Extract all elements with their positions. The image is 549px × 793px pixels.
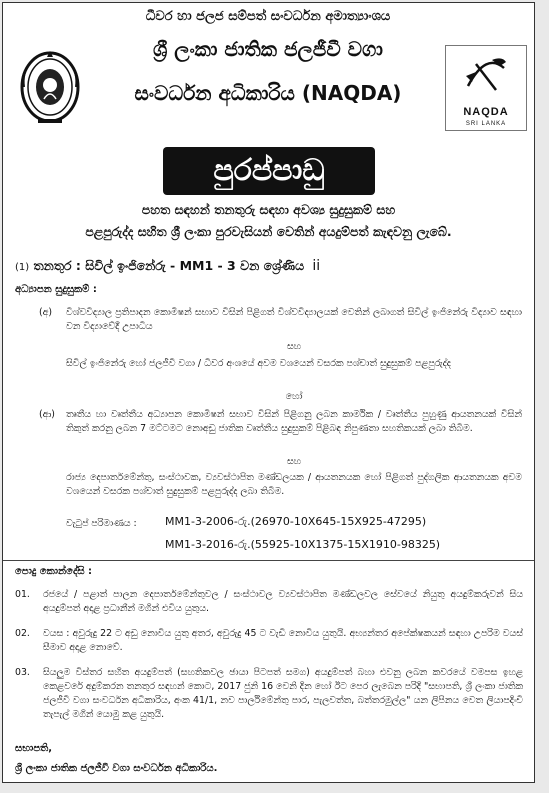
- condition-item: රජයේ / පළාත් පාලන දෙපාර්තමේන්තුවල / සංස්ථාවල ව්‍යවස්ථාපිත මණ්ඩලවල සේවයේ නියුතු අයදුම්කරුවන් සිය අයදුම්පත් අදාළ ප්‍රධානීන් මගින් එවිය යුතුය.: [43, 589, 523, 614]
- ministry-name: ධීවර හා ජලජ සම්පත් සංවර්ධන අමාත්‍යාංශය: [145, 9, 391, 24]
- qualifications-heading: අධ්‍යාපන සුදුසුකම් :: [15, 284, 97, 295]
- and-separator-1: සහ: [286, 341, 302, 352]
- condition-number: 01.: [15, 589, 30, 600]
- condition-item: සියලුම විස්තර සහිත අයදුම්පත් (සහතිකවල ඡායා පිටපත් සමග) අයදුම්පත් බහා එවනු ලබන කවරයේ වමපස ඉහළ කෙළවරේ අදුම්කරන තනතුර සඳහන් කොට, 2017 ජුනි 16 වෙනි දින හෝ ඊට පෙර ලැබෙන පරිදි "සභාපති, ශ්‍රී ලංකා ජාතික ජලජීවී වගා සංවර්ධන අධිකාරිය, අංක 41/1, නව පාර්ලිමේන්තු පාර, පැලවත්ත, බත්තරමුල්ල" යන ලිපිනය වෙත ලියාපදිංචි තැපැල් මගින් යොමු කළ යුතුයි.: [43, 667, 523, 720]
- qualification-a-label: (අ): [39, 307, 53, 318]
- post-label: තනතුර :: [33, 258, 81, 273]
- salary-label: වැටුප් පරිමාණය :: [66, 518, 137, 529]
- condition-item: වයස : අවුරුදු 22 ට අඩු නොවිය යුතු අතර, අවුරුදු 45 ට වැඩි නොවිය යුතුයි. අභ්‍යන්තර අපේක්ෂකයන් සඳහා උපරිම වයස් සීමාව අදාළ නොවේ.: [43, 628, 523, 653]
- post-title: සිවිල් ඉංජිනේරු - MM1 - 3 වන ශ්‍රේණිය: [85, 258, 305, 273]
- qualification-a-text: විශ්වවිද්‍යාල ප්‍රතිපාදන කොමිෂන් සභාව විසින් පිළිගත් විශ්වවිද්‍යාලයක් වෙතින් ලබාගත් සිවිල් ඉංජිනේරු විද්‍යාව සඳහා වන විද්‍යාවේදී උපාධිය: [66, 307, 522, 332]
- salary-scale-2016: MM1-3-2016-රු.(55925-10X1375-15X1910-98325): [165, 538, 441, 551]
- qualification-b-experience: රාජ්‍ය දෙපාර්තමේන්තු, සංස්ථාවක, ව්‍යවස්ථාපිත මණ්ඩලයක / ආයතනයක හෝ පිළිගත් පුද්ගලික ආයතනයක අවම වශයෙන් වසරක පශ්චාත් සුදුසුකම් පළපුරුද්ද ලබා තිබීම.: [66, 472, 522, 497]
- naqda-logo: [445, 45, 527, 131]
- signatory-organization: ශ්‍රී ලංකා ජාතික ජලජීවී වගා සංවර්ධන අධිකාරිය.: [15, 763, 218, 774]
- fish-logo-icon: [446, 46, 526, 102]
- authority-name-line2: සංවර්ධන අධිකාරිය (NAQDA): [134, 81, 402, 105]
- vacancy-notice: [2, 2, 535, 783]
- qualification-b-text: තෘතීය හා වෘත්තීය අධ්‍යාපන කොමිෂන් සභාව විසින් පිළිගනු ලබන කාර්මික / වෘත්තීය පුහුණු ආයතනයක් විසින් තිකුත් කරනු ලබන 7 මට්ටමට නොඅඩු ජාතික වෘත්තීය සුදුසුකම් පිළිබඳ නිපුණතා සහතිකයක් ලබා තිබීම.: [66, 409, 522, 434]
- qualification-a-experience: සිවිල් ඉංජිනේරු හෝ ජලජීවී වගා / ධීවර අංශයේ අවම වශයෙන් වසරක පශ්චාත් සුදුසුකම් පළපුරුද්ද: [66, 358, 451, 369]
- post-grade: ii: [312, 258, 321, 274]
- condition-number: 03.: [15, 667, 30, 678]
- vacancies-banner: පුරප්පාඩු: [163, 147, 375, 195]
- or-separator: හෝ: [285, 391, 303, 402]
- salary-scale-2006: MM1-3-2006-රු.(26970-10X645-15X925-47295): [165, 515, 427, 528]
- authority-name-line1: ශ්‍රී ලංකා ජාතික ජලජීවී වගා: [153, 37, 383, 61]
- general-conditions-heading: පොදු කොන්දේසි :: [15, 566, 93, 577]
- condition-number: 02.: [15, 628, 30, 639]
- post-title-line: [15, 258, 320, 274]
- subtitle-line2: පළපුරුද්ද සහිත ශ්‍රී ලංකා පුරවැසියන් වෙතින් අයදුම්පත් කැඳවනු ලැබේ.: [85, 224, 452, 239]
- qualification-b-label: (ආ): [39, 409, 55, 420]
- subtitle-line1: පහත සඳහන් තනතුරු සඳහා අවශ්‍ය සුදුසුකම් සහ: [141, 202, 396, 217]
- and-separator-2: සහ: [286, 456, 302, 467]
- logo-text: NAQDA: [463, 106, 509, 118]
- logo-subtext: SRI LANKA: [465, 121, 507, 127]
- post-number: (1): [15, 262, 30, 273]
- notice-header: [3, 3, 534, 141]
- section-divider: [3, 560, 534, 561]
- signatory-title: සභාපති,: [15, 743, 53, 754]
- sri-lanka-emblem-icon: [18, 47, 82, 129]
